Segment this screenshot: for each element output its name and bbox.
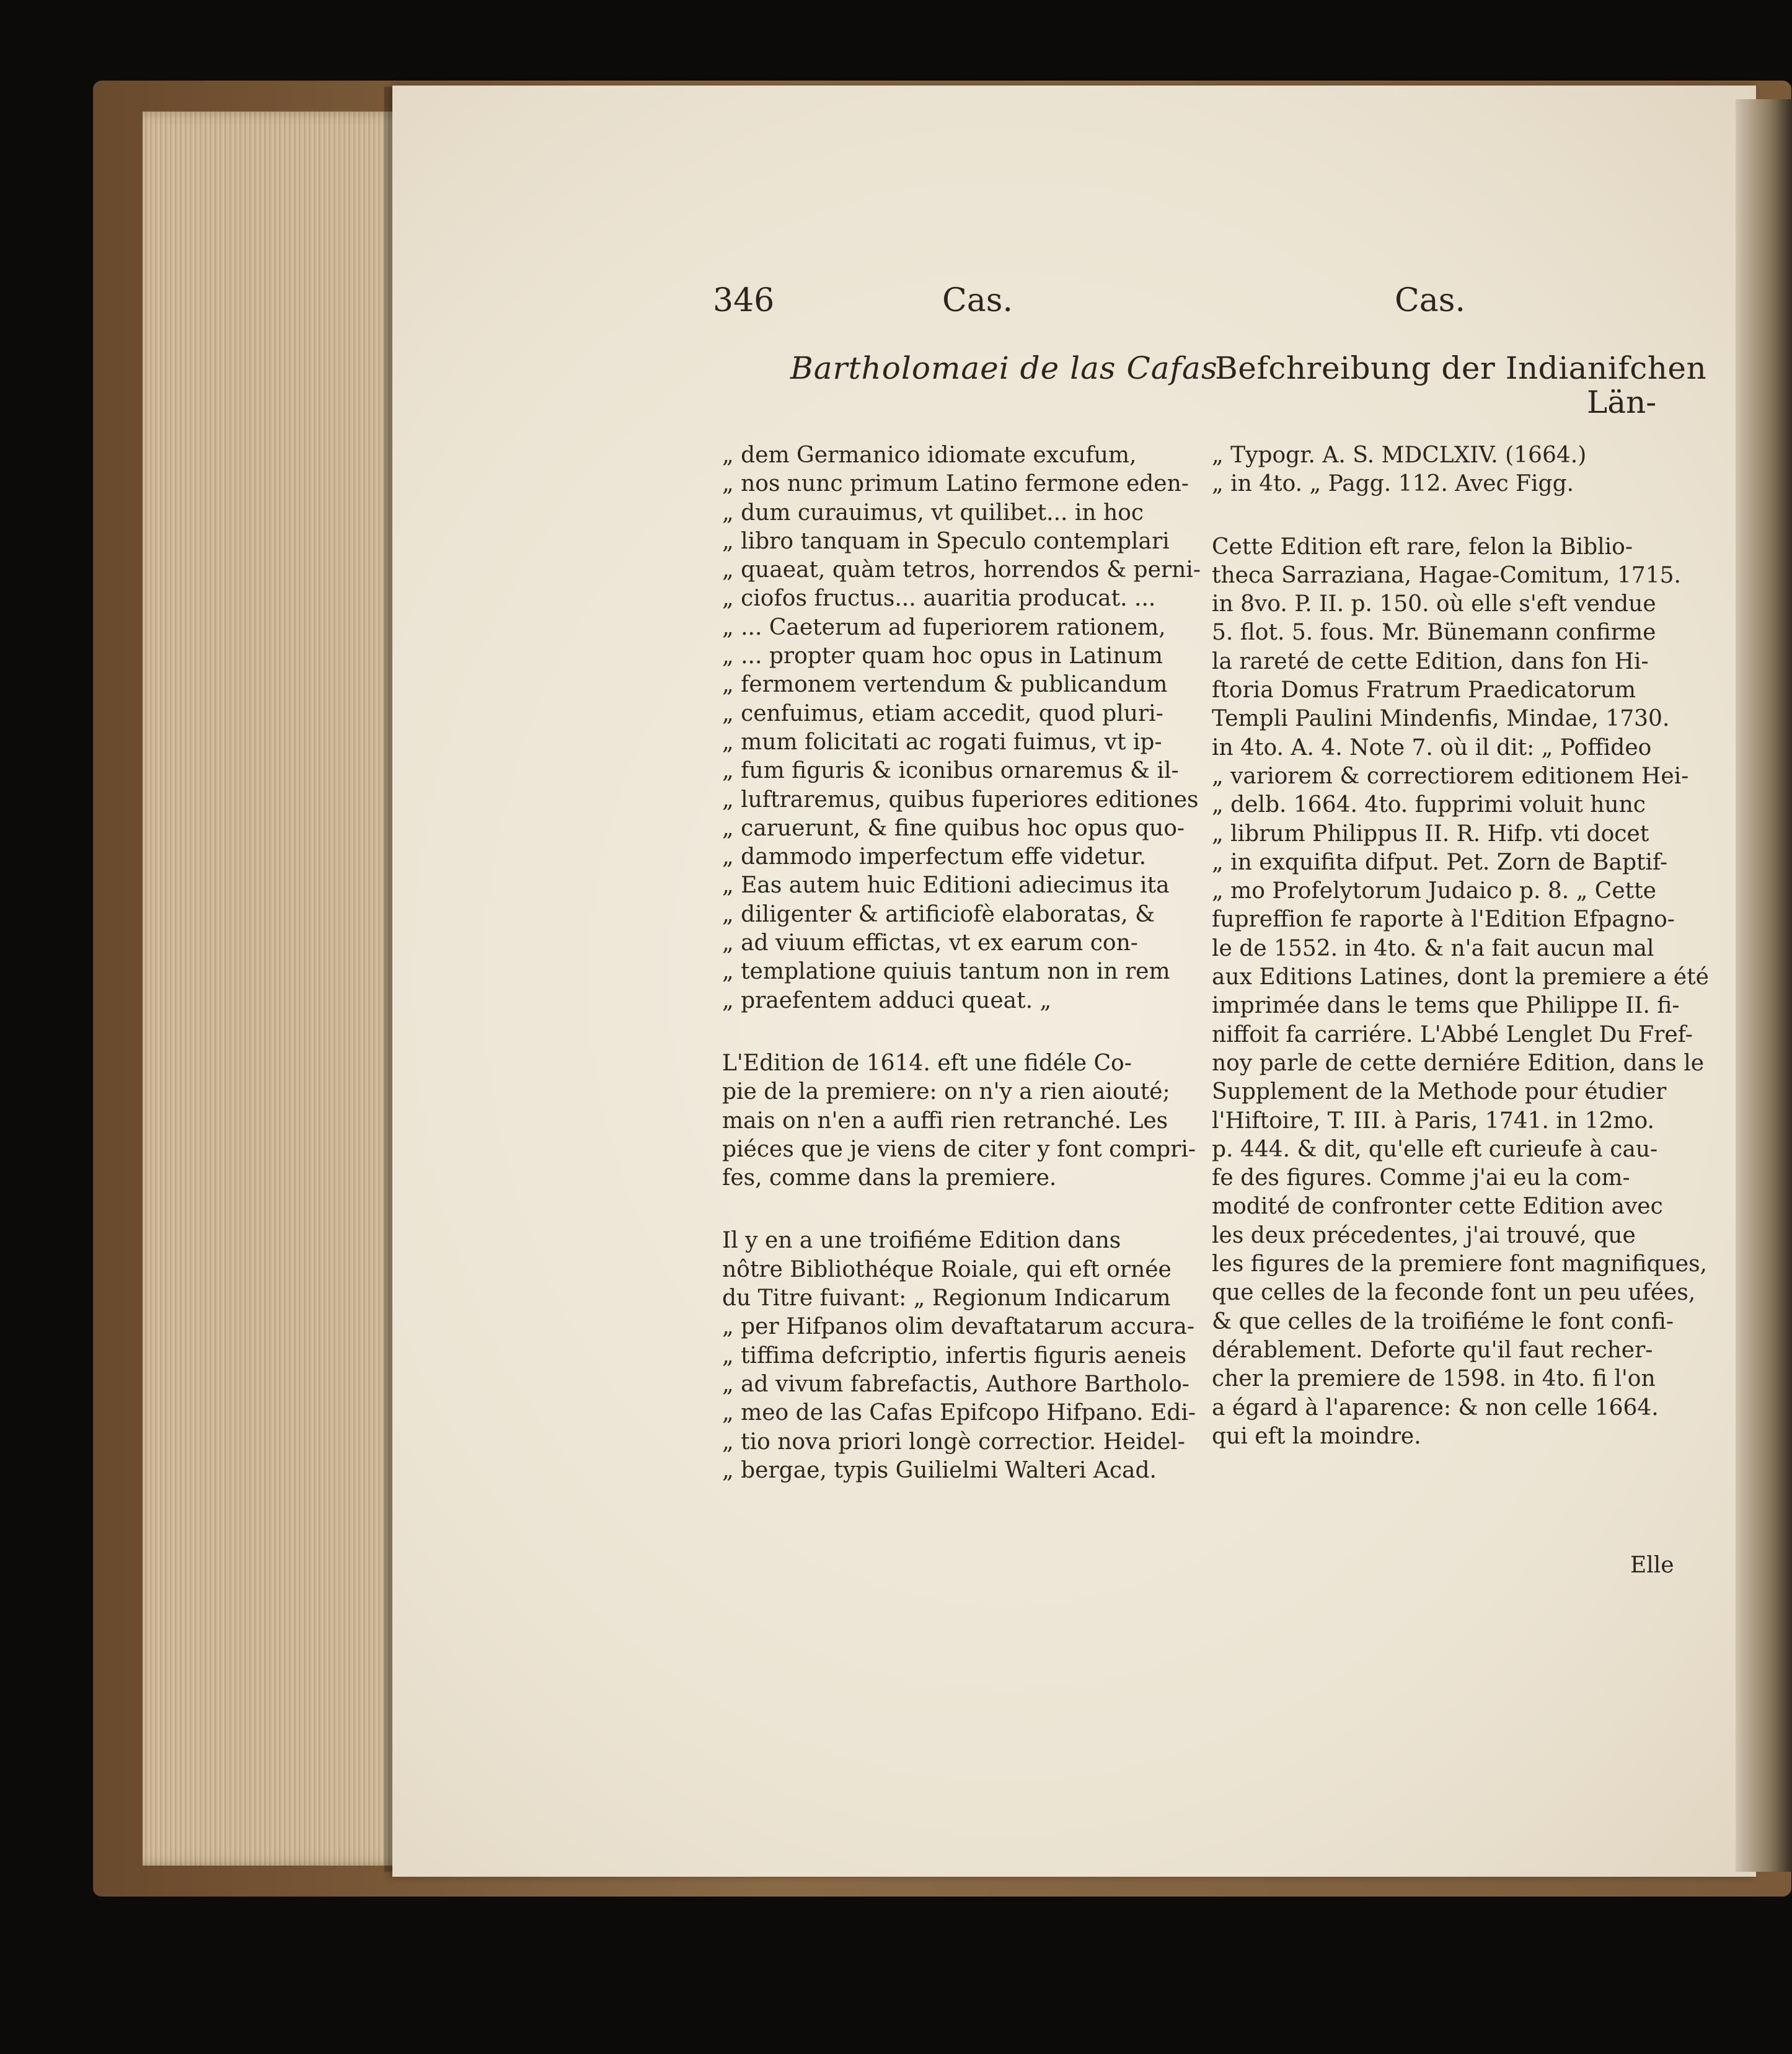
text-line: „ templatione quiuis tantum non in rem: [722, 959, 1170, 985]
text-line: „ praefentem adduci queat. „: [722, 987, 1052, 1013]
text-line: 5. flot. 5. fous. Mr. Bünemann confirme: [1212, 620, 1656, 646]
text-line: „ ad vivum fabrefactis, Authore Bartholo-: [722, 1371, 1190, 1397]
text-line: niffoit fa carriére. L'Abbé Lenglet Du Fref-: [1212, 1021, 1693, 1047]
text-line: „ cenfuimus, etiam accedit, quod pluri-: [722, 700, 1163, 726]
text-line: „ dum curauimus, vt quilibet... in hoc: [722, 500, 1144, 526]
text-line: „ fermonem vertendum & publicandum: [722, 672, 1168, 698]
text-line: nôtre Bibliothéque Roiale, qui eft ornée: [722, 1256, 1172, 1282]
text-line: & que celles de la troifiéme le font confi-: [1212, 1308, 1674, 1334]
page-gutter: [1736, 99, 1792, 1872]
text-line: „ quaeat, quàm tetros, horrendos & perni-: [722, 557, 1201, 583]
title-right: Befchreibung der Indianifchen: [1215, 350, 1707, 386]
text-line: „ ciofos fructus... auaritia producat. ...: [722, 586, 1156, 612]
text-line: „ caruerunt, & fine quibus hoc opus quo-: [722, 815, 1185, 841]
running-head-right: Cas.: [1395, 282, 1466, 319]
text-line: „ per Hifpanos olim devaftatarum accura-: [722, 1314, 1195, 1340]
text-line: p. 444. & dit, qu'elle eft curieufe à cau-: [1212, 1136, 1658, 1162]
paragraph-gap: [722, 1015, 1201, 1049]
text-line: „ luftraremus, quibus fuperiores editiones: [722, 787, 1199, 813]
text-line: „ tio nova priori longè correctior. Heidel-: [722, 1429, 1185, 1455]
text-line: imprimée dans le tems que Philippe II. fi-: [1212, 993, 1680, 1019]
text-line: „ dem Germanico idiomate excufum,: [722, 443, 1137, 468]
running-head-left: Cas.: [942, 282, 1013, 319]
text-line: in 4to. A. 4. Note 7. où il dit: „ Poffideo: [1212, 734, 1652, 760]
text-line: „ ... Caeterum ad fuperiorem rationem,: [722, 614, 1166, 640]
text-line: les figures de la premiere font magnifiques,: [1212, 1251, 1707, 1277]
text-line: theca Sarraziana, Hagae-Comitum, 1715.: [1212, 562, 1681, 588]
text-line: „ bergae, typis Guilielmi Walteri Acad.: [722, 1457, 1157, 1483]
text-line: „ librum Philippus II. R. Hifp. vti docet: [1212, 821, 1649, 847]
text-line: qui eft la moindre.: [1212, 1423, 1421, 1449]
page-edges: [143, 112, 403, 1866]
text-line: que celles de la feconde font un peu ufées,: [1212, 1280, 1696, 1306]
right-column: [1212, 441, 1709, 1451]
text-line: „ variorem & correctiorem editionem Hei-: [1212, 763, 1689, 789]
text-line: „ nos nunc primum Latino fermone eden-: [722, 471, 1189, 497]
text-line: Supplement de la Methode pour étudier: [1212, 1079, 1667, 1105]
text-line: „ tiffima defcriptio, infertis figuris aeneis: [722, 1342, 1186, 1369]
text-line: ftoria Domus Fratrum Praedicatorum: [1212, 677, 1636, 703]
text-line: fupreffion fe raporte à l'Edition Efpagno-: [1212, 907, 1675, 933]
text-line: mais on n'en a auffi rien retranché. Les: [722, 1108, 1168, 1134]
text-line: L'Edition de 1614. eft une fidéle Co-: [722, 1050, 1132, 1076]
text-line: „ diligenter & artificiofè elaboratas, &: [722, 901, 1155, 927]
text-line: „ in exquifita difput. Pet. Zorn de Baptif-: [1212, 849, 1668, 875]
text-line: noy parle de cette derniére Edition, dans le: [1212, 1050, 1705, 1076]
text-line: Cette Edition eft rare, felon la Biblio-: [1212, 534, 1633, 560]
paragraph-gap: [1212, 499, 1709, 533]
text-line: les deux précedentes, j'ai trouvé, que: [1212, 1222, 1636, 1248]
text-line: fes, comme dans la premiere.: [722, 1165, 1057, 1191]
page-number: 346: [713, 282, 775, 319]
text-line: „ dammodo imperfectum effe videtur.: [722, 844, 1147, 870]
text-line: l'Hiftoire, T. III. à Paris, 1741. in 12mo.: [1212, 1108, 1654, 1134]
text-line: le de 1552. in 4to. & n'a fait aucun mal: [1212, 935, 1654, 961]
text-line: „ in 4to. „ Pagg. 112. Avec Figg.: [1212, 471, 1574, 497]
text-line: „ mum folicitati ac rogati fuimus, vt ip-: [722, 729, 1162, 755]
text-line: modité de confronter cette Edition avec: [1212, 1194, 1663, 1220]
text-line: „ fum figuris & iconibus ornaremus & il-: [722, 758, 1179, 784]
text-line: „ Typogr. A. S. MDCLXIV. (1664.): [1212, 443, 1587, 468]
text-line: „ delb. 1664. 4to. fupprimi voluit hunc: [1212, 792, 1646, 818]
catchword: Elle: [1630, 1553, 1674, 1578]
text-line: „ meo de las Cafas Epifcopo Hifpano. Edi-: [722, 1400, 1196, 1426]
text-line: a égard à l'aparence: & non celle 1664.: [1212, 1395, 1659, 1421]
text-line: Il y en a une troifiéme Edition dans: [722, 1228, 1121, 1254]
text-line: dérablement. Deforte qu'il faut recher-: [1212, 1337, 1653, 1363]
paragraph-gap: [722, 1192, 1201, 1227]
text-line: cher la premiere de 1598. in 4to. fi l'on: [1212, 1366, 1656, 1392]
title-left: Bartholomaei de las Cafas: [790, 350, 1218, 386]
text-line: „ libro tanquam in Speculo contemplari: [722, 528, 1170, 554]
text-line: aux Editions Latines, dont la premiere a été: [1212, 964, 1709, 990]
text-line: in 8vo. P. II. p. 150. où elle s'eft vendue: [1212, 591, 1656, 617]
text-line: du Titre fuivant: „ Regionum Indicarum: [722, 1285, 1171, 1311]
text-line: piéces que je viens de citer y font compri-: [722, 1136, 1196, 1162]
text-line: „ ad viuum effictas, vt ex earum con-: [722, 930, 1138, 956]
text-line: fe des figures. Comme j'ai eu la com-: [1212, 1165, 1630, 1191]
text-line: „ ... propter quam hoc opus in Latinum: [722, 643, 1163, 669]
text-line: „ mo Profelytorum Judaico p. 8. „ Cette: [1212, 878, 1656, 904]
title-right-continuation: Län-: [1587, 384, 1657, 420]
left-column: [722, 441, 1201, 1485]
text-line: pie de la premiere: on n'y a rien aiouté;: [722, 1079, 1170, 1105]
text-line: Templi Paulini Mindenfis, Mindae, 1730.: [1212, 706, 1670, 732]
text-line: la rareté de cette Edition, dans fon Hi-: [1212, 648, 1649, 674]
text-line: „ Eas autem huic Editioni adiecimus ita: [722, 873, 1170, 899]
